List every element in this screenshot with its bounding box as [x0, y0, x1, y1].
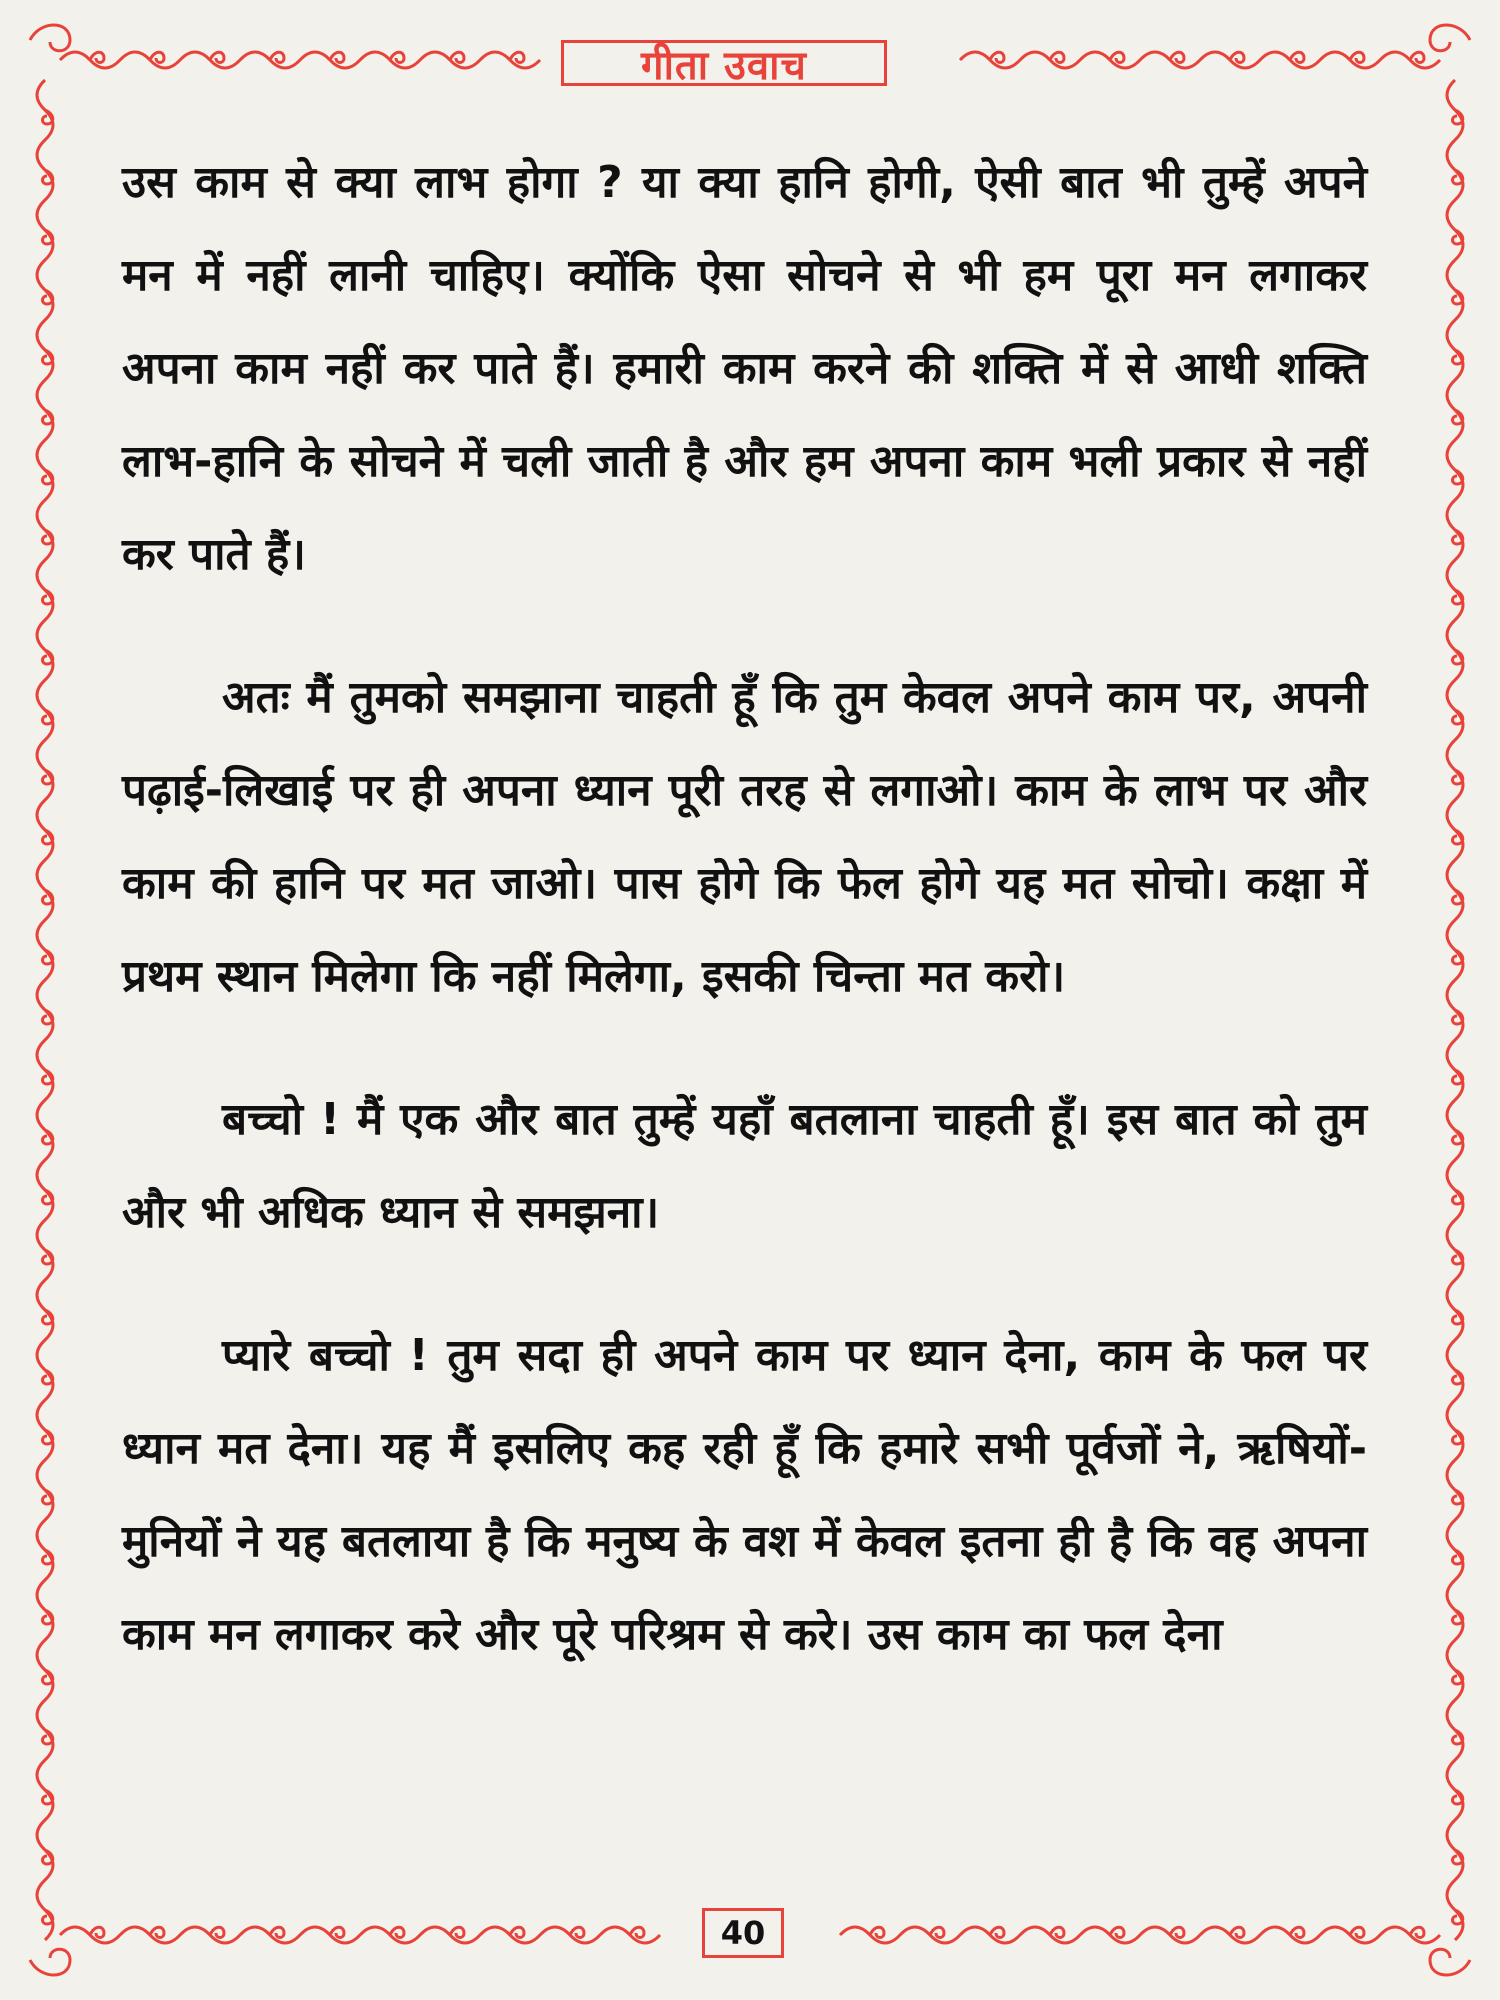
paragraph-4: प्यारे बच्चो ! तुम सदा ही अपने काम पर ध्यान देना, काम के फल पर ध्यान मत देना। यह मैं इसलिए कह रही हूँ कि हमारे सभी पूर्वजों ने, ऋषियों-मुनियों ने यह बतलाया है कि मनुष्य के वश में केवल इतना ही है कि वह अपना काम मन लगाकर करे और पूरे परिश्रम से करे। उस काम का फल देना	[122, 1330, 1367, 1660]
paragraph-3: बच्चो ! मैं एक और बात तुम्हें यहाँ बतलाना चाहती हूँ। इस बात को तुम और भी अधिक ध्यान से समझना।	[122, 1094, 1367, 1238]
page-title: गीता उवाच	[561, 40, 887, 86]
page-body	[122, 136, 1367, 1681]
page-number: 40	[702, 1908, 784, 1958]
paragraph-2: अतः मैं तुमको समझाना चाहती हूँ कि तुम केवल अपने काम पर, अपनी पढ़ाई-लिखाई पर ही अपना ध्यान पूरी तरह से लगाओ। काम के लाभ पर और काम की हानि पर मत जाओ। पास होगे कि फेल होगे यह मत सोचो। कक्षा में प्रथम स्थान मिलेगा कि नहीं मिलेगा, इसकी चिन्ता मत करो।	[122, 672, 1367, 1002]
paragraph-1: उस काम से क्या लाभ होगा ? या क्या हानि होगी, ऐसी बात भी तुम्हें अपने मन में नहीं लानी चाहिए। क्योंकि ऐसा सोचने से भी हम पूरा मन लगाकर अपना काम नहीं कर पाते हैं। हमारी काम करने की शक्ति में से आधी शक्ति लाभ-हानि के सोचने में चली जाती है और हम अपना काम भली प्रकार से नहीं कर पाते हैं।	[122, 157, 1367, 580]
